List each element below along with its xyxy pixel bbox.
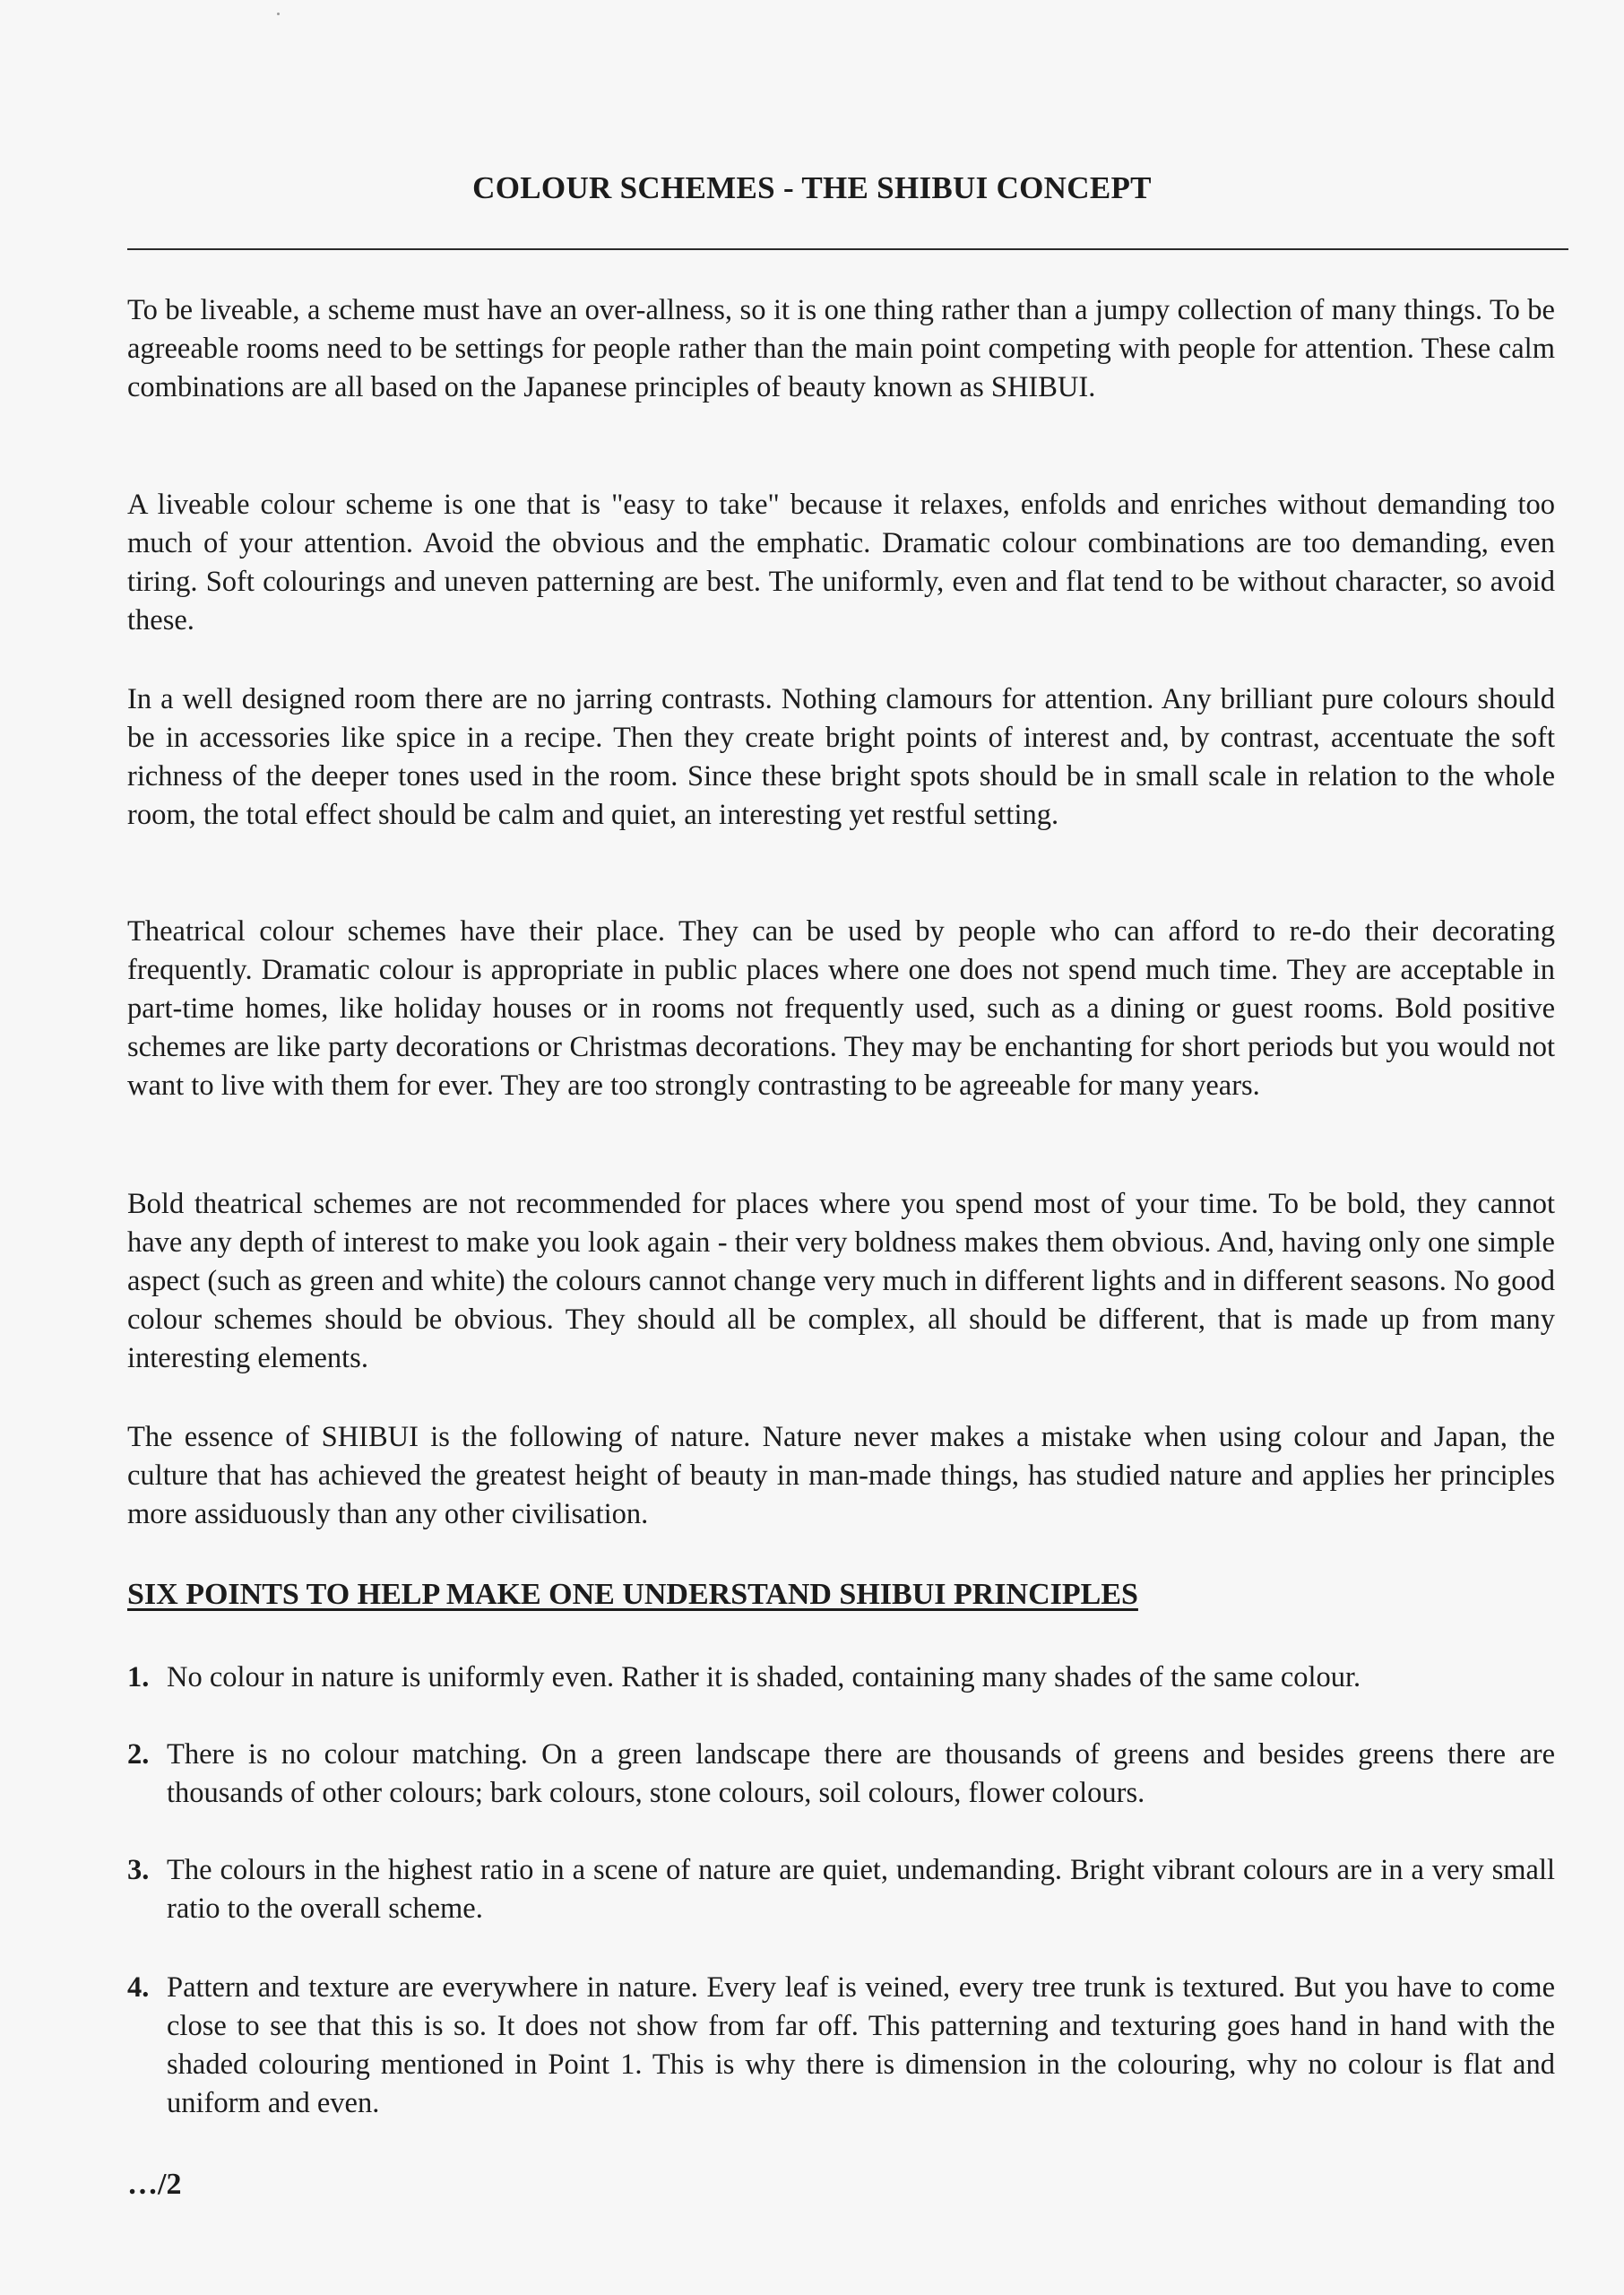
paragraph-4: Theatrical colour schemes have their place. They can be used by people who can afford to re-do their decorating frequently. Dramatic colour is appropriate in public places where one does not spend much time. They are acceptable in part-time homes, like holiday houses or in rooms not frequently used, such as a dining or guest rooms. Bold positive schemes are like party decorations or Christmas decorations. They may be enchanting for short periods but you would not want to live with them for ever. They are too strongly contrasting to be agreeable for many years. [127,915,1555,1102]
paragraph-6: The essence of SHIBUI is the following of nature. Nature never makes a mistake when using colour and Japan, the culture that has achieved the greatest height of beauty in man-made things, has studied nature and applies her principles more assiduously than any other civilisation. [127,1421,1555,1530]
list-item-text: No colour in nature is uniformly even. Rather it is shaded, containing many shades of the same colour. [167,1661,1361,1693]
list-item [127,1736,1555,1813]
continuation-marker: …/2 [127,2168,182,2201]
list-item [127,1851,1555,1928]
list-item [127,1969,1555,2123]
page-title: COLOUR SCHEMES - THE SHIBUI CONCEPT [472,170,1152,205]
paragraph-1: To be liveable, a scheme must have an over-allness, so it is one thing rather than a jumpy collection of many things. To be agreeable rooms need to be settings for people rather than the main point competing with people for attention. These calm combinations are all based on the Japanese principles of beauty known as SHIBUI. [127,294,1555,403]
list-item-text: Pattern and texture are everywhere in nature. Every leaf is veined, every tree trunk is textured. But you have to come close to see that this is so. It does not show from far off. This patterning and texturing goes hand in hand with the shaded colouring mentioned in Point 1. This is why there is dimension in the colouring, why no colour is flat and uniform and even. [167,1971,1555,2119]
list-item-number: 1. [127,1661,150,1693]
list-item-text: There is no colour matching. On a green landscape there are thousands of greens and besides greens there are thousands of other colours; bark colours, stone colours, soil colours, flower colours. [167,1738,1555,1809]
list-item-number: 4. [127,1971,150,2004]
section-heading: SIX POINTS TO HELP MAKE ONE UNDERSTAND SHIBUI PRINCIPLES [127,1578,1138,1611]
list-item [127,1658,1555,1697]
paragraph-5: Bold theatrical schemes are not recommended for places where you spend most of your time. To be bold, they cannot have any depth of interest to make you look again - their very boldness makes them obvious. And, having only one simple aspect (such as green and white) the colours cannot change very much in different lights and in different seasons. No good colour schemes should be obvious. They should all be complex, all should be different, that is made up from many interesting elements. [127,1188,1555,1374]
paragraph-2: A liveable colour scheme is one that is "easy to take" because it relaxes, enfolds and enriches without demanding too much of your attention. Avoid the obvious and the emphatic. Dramatic colour combinations are too demanding, even tiring. Soft colourings and uneven patterning are best. The uniformly, even and flat tend to be without character, so avoid these. [127,489,1555,637]
list-item-number: 2. [127,1738,150,1771]
list-item-number: 3. [127,1854,150,1886]
title-divider [127,248,1568,250]
scan-speck [277,13,280,15]
list-item-text: The colours in the highest ratio in a scene of nature are quiet, undemanding. Bright vibrant colours are in a very small ratio to the overall scheme. [167,1854,1555,1925]
paragraph-3: In a well designed room there are no jarring contrasts. Nothing clamours for attention. Any brilliant pure colours should be in accessories like spice in a recipe. Then they create bright points of interest and, by contrast, accentuate the soft richness of the deeper tones used in the room. Since these bright spots should be in small scale in relation to the whole room, the total effect should be calm and quiet, an interesting yet restful setting. [127,683,1555,831]
